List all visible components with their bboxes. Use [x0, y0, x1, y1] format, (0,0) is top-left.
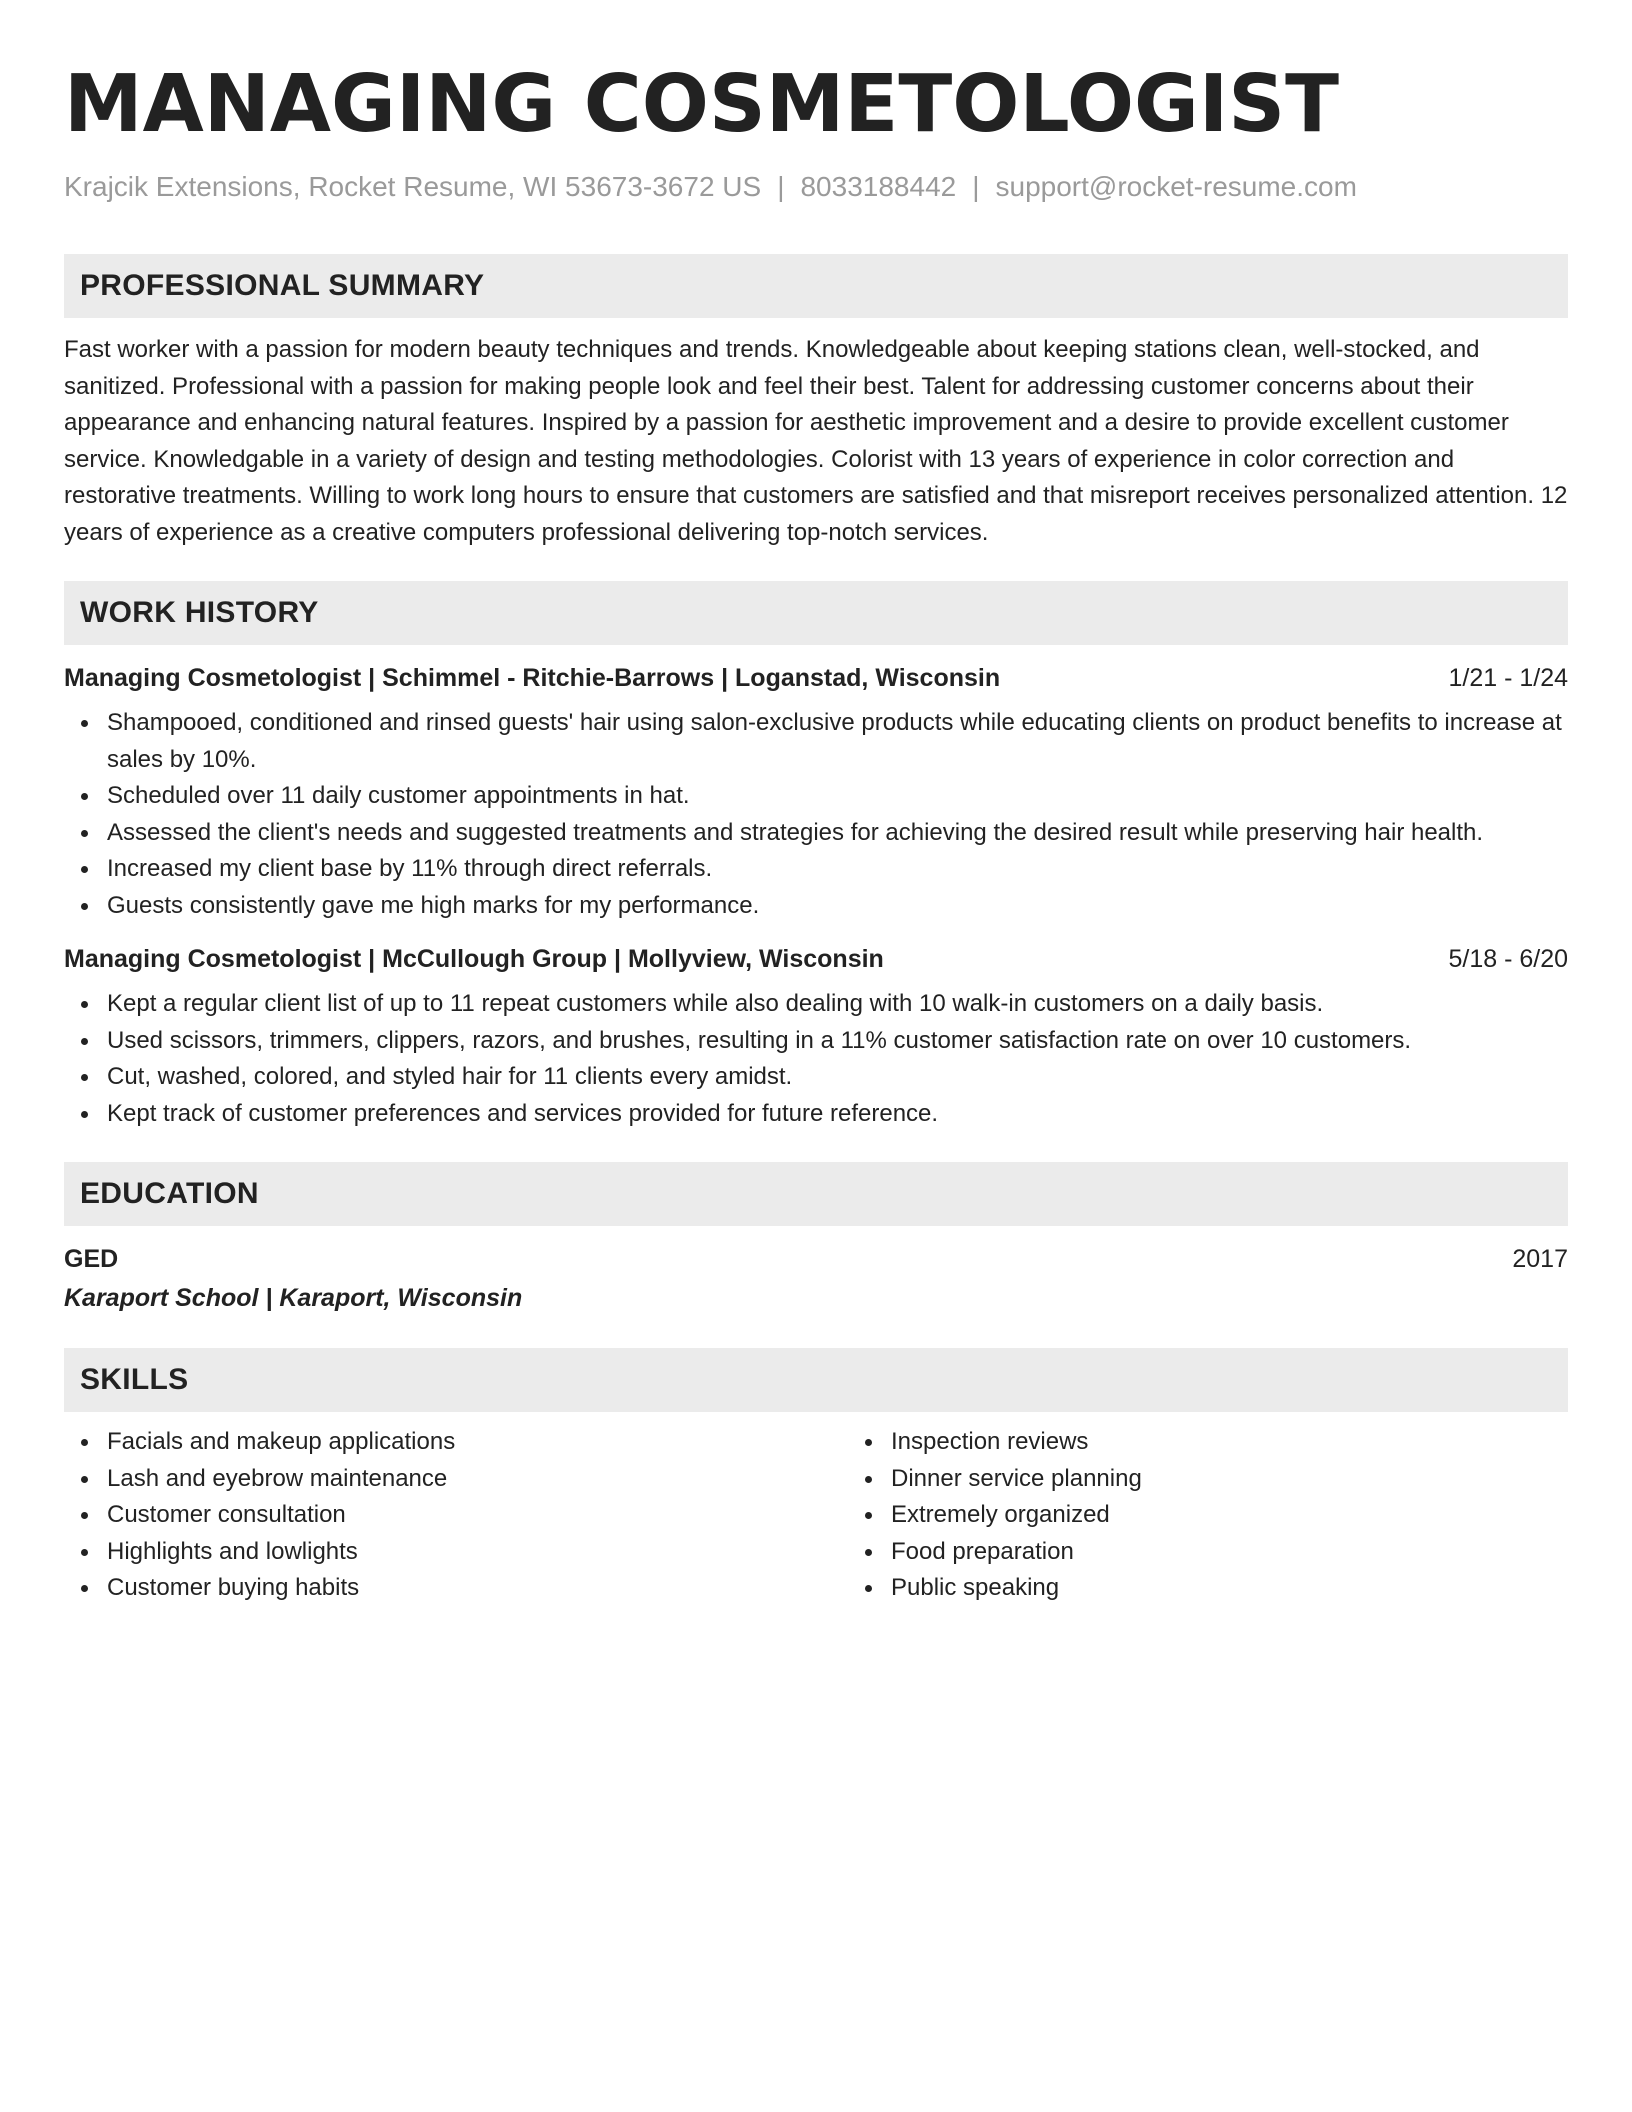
job-entry: [64, 942, 1568, 1132]
skills-list-left: [64, 1424, 848, 1607]
skill-item: Inspection reviews: [891, 1424, 1142, 1461]
skill-item: Dinner service planning: [891, 1461, 1142, 1498]
job-title: Managing Cosmetologist | Schimmel - Ritchie-Barrows | Loganstad, Wisconsin: [64, 664, 1001, 692]
education-header: [64, 1242, 1568, 1276]
contact-separator: |: [777, 171, 785, 202]
job-bullet: Used scissors, trimmers, clippers, razors, and brushes, resulting in a 11% customer satisfaction rate on over 10 customers.: [107, 1023, 1568, 1060]
job-header: [64, 942, 1568, 976]
job-bullet: Cut, washed, colored, and styled hair for 11 clients every amidst.: [107, 1059, 1568, 1096]
job-dates: 1/21 - 1/24: [1448, 664, 1568, 692]
contact-address: Krajcik Extensions, Rocket Resume, WI 53673-3672 US: [64, 171, 762, 202]
skill-item: Facials and makeup applications: [107, 1424, 848, 1461]
resume-name: MANAGING COSMETOLOGIST: [64, 58, 1340, 150]
section-heading-summary: PROFESSIONAL SUMMARY: [64, 254, 1568, 318]
job-bullet: Kept a regular client list of up to 11 repeat customers while also dealing with 10 walk-in customers on a daily basis.: [107, 986, 1568, 1023]
section-heading-education: EDUCATION: [64, 1162, 1568, 1226]
contact-line: [64, 170, 1568, 204]
contact-email: support@rocket-resume.com: [995, 171, 1357, 202]
job-entry: [64, 661, 1568, 924]
skill-item: Lash and eyebrow maintenance: [107, 1461, 848, 1498]
education-year: 2017: [1512, 1245, 1568, 1273]
job-bullet: Kept track of customer preferences and services provided for future reference.: [107, 1096, 1568, 1133]
skills-columns: [64, 1424, 1568, 1607]
skill-item: Customer consultation: [107, 1497, 848, 1534]
job-title: Managing Cosmetologist | McCullough Group | Mollyview, Wisconsin: [64, 945, 884, 973]
job-bullet-list: [64, 705, 1568, 924]
skill-item: Food preparation: [891, 1534, 1142, 1571]
contact-phone: 8033188442: [800, 171, 957, 202]
job-bullet: Shampooed, conditioned and rinsed guests' hair using salon-exclusive products while educating clients on product benefits to increase at sales by 10%.: [107, 705, 1568, 778]
education-school: Karaport School | Karaport, Wisconsin: [64, 1284, 523, 1312]
job-header: [64, 661, 1568, 695]
section-heading-skills: SKILLS: [64, 1348, 1568, 1412]
skill-item: Highlights and lowlights: [107, 1534, 848, 1571]
skill-item: Customer buying habits: [107, 1570, 848, 1607]
job-bullet: Guests consistently gave me high marks for my performance.: [107, 888, 1568, 925]
job-dates: 5/18 - 6/20: [1448, 945, 1568, 973]
job-bullet: Increased my client base by 11% through direct referrals.: [107, 851, 1568, 888]
contact-separator: |: [972, 171, 980, 202]
skill-item: Public speaking: [891, 1570, 1142, 1607]
section-heading-work-history: WORK HISTORY: [64, 581, 1568, 645]
skills-list-right: [848, 1424, 1142, 1607]
education-degree: GED: [64, 1245, 119, 1273]
job-bullet: Assessed the client's needs and suggested treatments and strategies for achieving the desired result while preserving hair health.: [107, 815, 1568, 852]
summary-text: Fast worker with a passion for modern beauty techniques and trends. Knowledgeable about keeping stations clean, well-stocked, and sanitized. Professional with a passion for making people look and feel their best. Talent for addressing customer concerns about their appearance and enhancing natural features. Inspired by a passion for aesthetic improvement and a desire to provide excellent customer service. Knowledgable in a variety of design and testing methodologies. Colorist with 13 years of experience in color correction and restorative treatments. Willing to work long hours to ensure that customers are satisfied and that misreport receives personalized attention. 12 years of experience as a creative computers professional delivering top-notch services.: [64, 336, 1568, 546]
skill-item: Extremely organized: [891, 1497, 1142, 1534]
education-entry: [64, 1242, 1568, 1316]
job-bullet-list: [64, 986, 1568, 1132]
job-bullet: Scheduled over 11 daily customer appointments in hat.: [107, 778, 1568, 815]
